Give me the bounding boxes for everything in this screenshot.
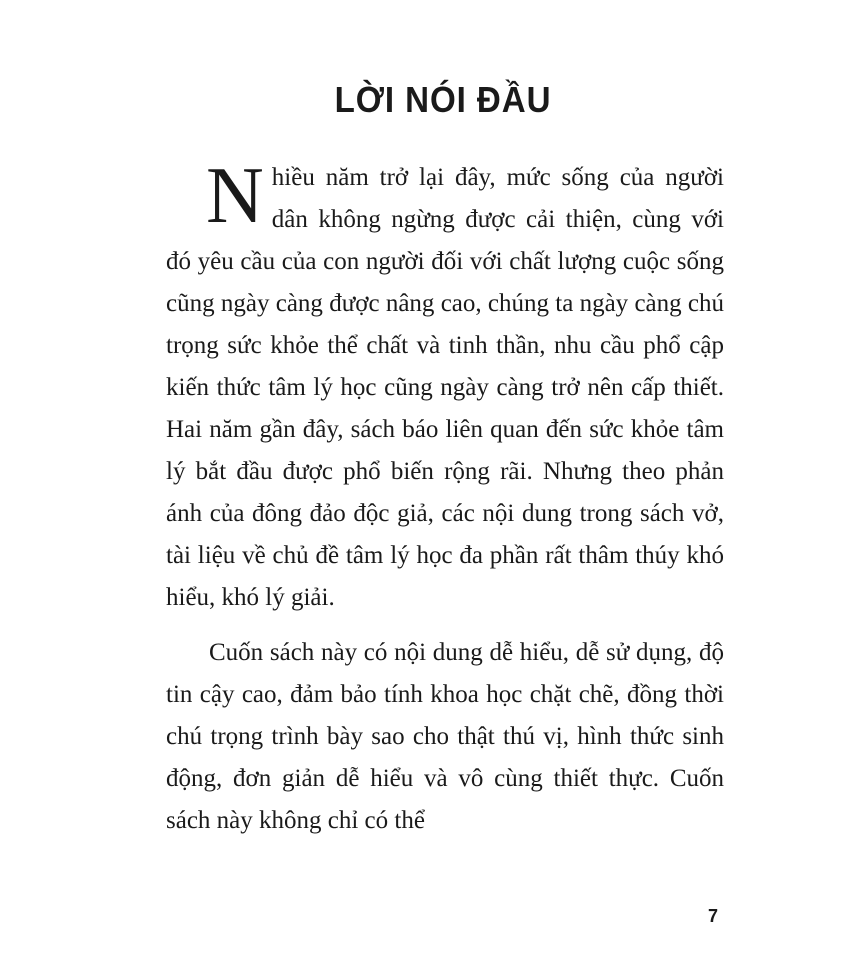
paragraph-2 <box>166 632 724 842</box>
paragraph-2-text: Cuốn sách này có nội dung dễ hiểu, dễ sử dụng, độ tin cậy cao, đảm bảo tính khoa học chặt chẽ, đồng thời chú trọng trình bày sao cho thật thú vị, hình thức sinh động, đơn giản dễ hiểu và vô cùng thiết thực. Cuốn sách này không chỉ có thể <box>166 639 724 834</box>
body-text <box>166 152 724 842</box>
drop-cap: N <box>206 152 264 240</box>
paragraph-1-text: hiều năm trở lại đây, mức sống của người dân không ngừng được cải thiện, cùng với đó yêu cầu của con người đối với chất lượng cuộc sống cũng ngày càng được nâng cao, chúng ta ngày càng chú trọng sức khỏe thể chất và tinh thần, nhu cầu phổ cập kiến thức tâm lý học cũng ngày càng trở nên cấp thiết. Hai năm gần đây, sách báo liên quan đến sức khỏe tâm lý bắt đầu được phổ biến rộng rãi. Nhưng theo phản ánh của đông đảo độc giả, các nội dung trong sách vở, tài liệu về chủ đề tâm lý học đa phần rất thâm thúy khó hiểu, khó lý giải. <box>166 164 724 611</box>
page-title: LỜI NÓI ĐẦU <box>334 79 552 121</box>
page-number: 7 <box>708 906 719 926</box>
paragraph-1 <box>166 152 724 619</box>
